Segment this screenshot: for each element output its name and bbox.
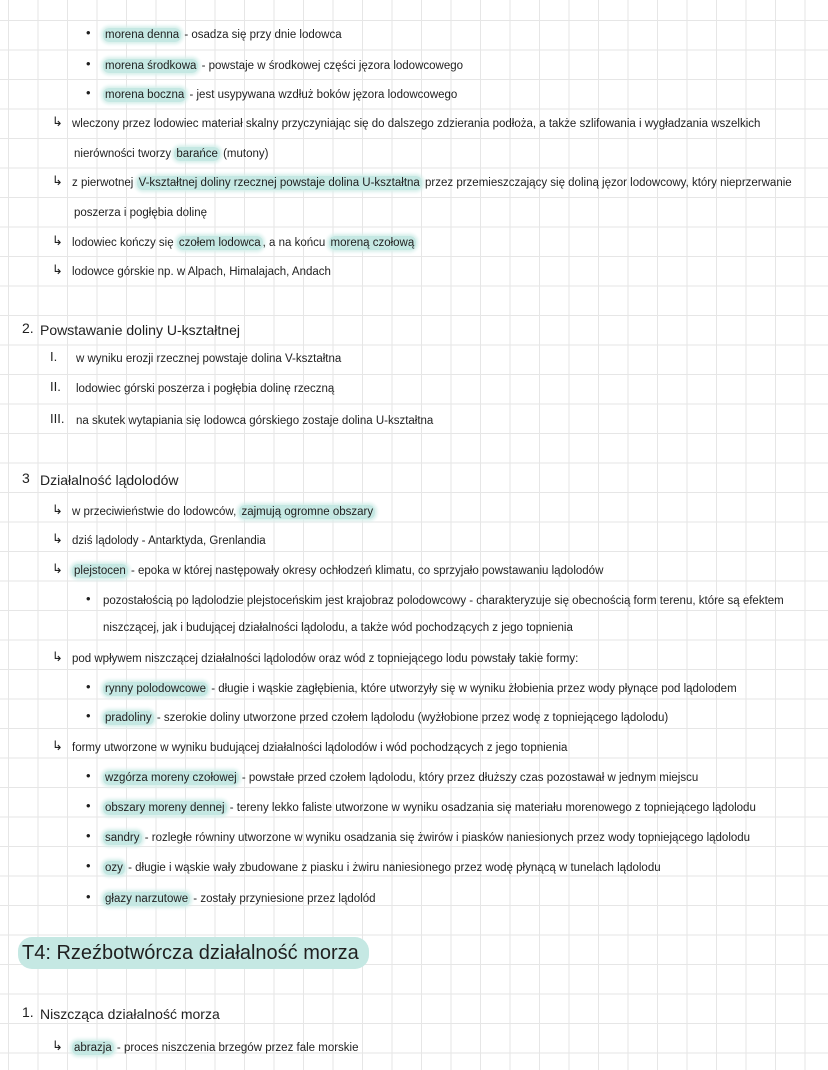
note-line [103, 891, 375, 907]
highlighted-term: ozy [105, 862, 123, 874]
list-number: I. [50, 349, 58, 364]
note-line [72, 563, 603, 579]
note-line [103, 620, 573, 636]
highlighted-term: abrazja [74, 1042, 112, 1054]
bullet-icon: • [86, 25, 91, 40]
note-line [72, 175, 792, 191]
bullet-icon: • [86, 591, 91, 606]
note-line [76, 381, 334, 397]
section-heading [40, 1006, 220, 1022]
note-text: - epoka w której następowały okresy ochłodzeń klimatu, co sprzyjało powstawaniu lądolodów [127, 565, 604, 577]
arrow-return-icon: ↳ [52, 502, 63, 517]
highlighted-term: pradoliny [105, 712, 152, 724]
note-text: - zostały przyniesione przez lądolód [190, 893, 376, 905]
note-line [76, 351, 341, 367]
note-text: - proces niszczenia brzegów przez fale morskie [113, 1042, 359, 1054]
note-text: pod wpływem niszczącej działalności lądolodów oraz wód z topniejącego lodu powstały takie formy: [72, 653, 579, 665]
arrow-return-icon: ↳ [52, 738, 63, 753]
note-text: lodowiec górski poszerza i pogłębia dolinę rzeczną [76, 383, 335, 395]
highlighted-term: obszary moreny dennej [105, 802, 225, 814]
highlighted-term: V-kształtnej doliny rzecznej powstaje dolina U-kształtna [138, 177, 420, 189]
note-text: - osadza się przy dnie lodowca [181, 29, 342, 41]
list-number: III. [50, 411, 65, 426]
note-text: Powstawanie doliny U-kształtnej [40, 322, 240, 338]
note-text: - rozległe równiny utworzone w wyniku osadzania się żwirów i piasków naniesionych przez wody topniejącego lądolodu [141, 832, 751, 844]
highlighted-term: sandry [105, 832, 140, 844]
highlighted-term: morena środkowa [105, 60, 197, 72]
note-line [72, 504, 375, 520]
note-text: przez przemieszczający się doliną jęzor lodowcowy, który nieprzerwanie [421, 177, 792, 189]
section-heading [40, 472, 179, 488]
note-text: formy utworzone w wyniku budującej działalności lądolodów i wód pochodzących z jego topnienia [72, 742, 568, 754]
highlighted-term: plejstocen [74, 565, 126, 577]
note-line [72, 740, 567, 756]
note-text: - powstaje w środkowej części jęzora lodowcowego [198, 60, 464, 72]
note-text: Działalność lądolodów [40, 472, 179, 488]
highlighted-term: morena denna [105, 29, 180, 41]
arrow-return-icon: ↳ [52, 561, 63, 576]
note-text: , a na końcu [262, 237, 329, 249]
note-text: niszczącej, jak i budującej działalności lądolodu, a także wód pochodzących z jego topnienia [103, 622, 573, 634]
bullet-icon: • [86, 56, 91, 71]
note-line [74, 146, 268, 162]
highlighted-term: moreną czołową [330, 237, 415, 249]
note-line [103, 593, 784, 609]
note-line [103, 770, 698, 786]
list-number: 2. [22, 320, 34, 336]
note-line [103, 800, 756, 816]
note-text: pozostałością po lądolodzie plejstoceńskim jest krajobraz polodowcowy - charakteryzuje się obecnością form terenu, które są efektem [103, 595, 784, 607]
note-text: - długie i wąskie zagłębienia, które utworzyły się w wyniku żłobienia przez wody płynące pod lądolodem [208, 683, 737, 695]
section-heading [40, 322, 240, 338]
note-text: - jest usypywana wzdłuż boków jęzora lodowcowego [186, 89, 458, 101]
bullet-icon: • [86, 679, 91, 694]
note-line [103, 58, 463, 74]
arrow-return-icon: ↳ [52, 233, 63, 248]
note-text: na skutek wytapiania się lodowca górskiego zostaje dolina U-kształtna [76, 415, 434, 427]
arrow-return-icon: ↳ [52, 649, 63, 664]
note-text: Niszcząca działalność morza [40, 1006, 220, 1022]
arrow-return-icon: ↳ [52, 262, 63, 277]
highlighted-term: rynny polodowcowe [105, 683, 207, 695]
note-line [76, 413, 433, 429]
arrow-return-icon: ↳ [52, 173, 63, 188]
note-text: lodowiec kończy się [72, 237, 177, 249]
note-text: - długie i wąskie wały zbudowane z piasku i żwiru naniesionego przez wodę płynącą w tunelach lądolodu [124, 862, 661, 874]
note-line [72, 264, 331, 280]
note-text: - powstałe przed czołem lądolodu, który przez dłuższy czas pozostawał w jednym miejscu [238, 772, 699, 784]
arrow-return-icon: ↳ [52, 1038, 63, 1053]
note-text: dziś lądolody - Antarktyda, Grenlandia [72, 535, 266, 547]
highlighted-term: wzgórza moreny czołowej [105, 772, 237, 784]
bullet-icon: • [86, 768, 91, 783]
list-number: II. [50, 379, 61, 394]
note-line [103, 860, 661, 876]
note-line [103, 681, 737, 697]
bullet-icon: • [86, 828, 91, 843]
note-text: lodowce górskie np. w Alpach, Himalajach, Andach [72, 266, 331, 278]
note-line [103, 830, 750, 846]
arrow-return-icon: ↳ [52, 531, 63, 546]
highlighted-term: zajmują ogromne obszary [241, 506, 374, 518]
note-text: w wyniku erozji rzecznej powstaje dolina V-kształtna [76, 353, 342, 365]
note-text: nierówności tworzy [74, 148, 175, 160]
bullet-icon: • [86, 708, 91, 723]
note-text: T4: Rzeźbotwórcza działalność morza [22, 942, 359, 964]
note-text: w przeciwieństwie do lodowców, [72, 506, 240, 518]
topic-title [18, 937, 369, 969]
bullet-icon: • [86, 858, 91, 873]
bullet-icon: • [86, 85, 91, 100]
note-line [72, 533, 266, 549]
highlighted-term: barańce [176, 148, 218, 160]
note-text: z pierwotnej [72, 177, 137, 189]
list-number: 1. [22, 1004, 34, 1020]
note-line [72, 651, 578, 667]
highlighted-term: morena boczna [105, 89, 185, 101]
list-number: 3 [22, 470, 30, 486]
note-text: - tereny lekko faliste utworzone w wyniku osadzania się materiału morenowego z topniejącego lądolodu [226, 802, 756, 814]
bullet-icon: • [86, 889, 91, 904]
note-text: - szerokie doliny utworzone przed czołem lądolodu (wyżłobione przez wodę z topniejącego lądolodu) [153, 712, 669, 724]
note-line [72, 1040, 359, 1056]
highlighted-term: głazy narzutowe [105, 893, 189, 905]
note-line [74, 205, 207, 221]
note-text: poszerza i pogłębia dolinę [74, 207, 207, 219]
note-text: (mutony) [219, 148, 269, 160]
note-line [72, 116, 760, 132]
highlighted-term: czołem lodowca [178, 237, 261, 249]
arrow-return-icon: ↳ [52, 114, 63, 129]
note-line [103, 710, 668, 726]
note-text: wleczony przez lodowiec materiał skalny przyczyniając się do dalszego zdzierania podłoża, a także szlifowania i wygładzania wszelkich [72, 118, 761, 130]
note-line [103, 87, 457, 103]
note-line [72, 235, 416, 251]
bullet-icon: • [86, 798, 91, 813]
note-line [103, 27, 342, 43]
